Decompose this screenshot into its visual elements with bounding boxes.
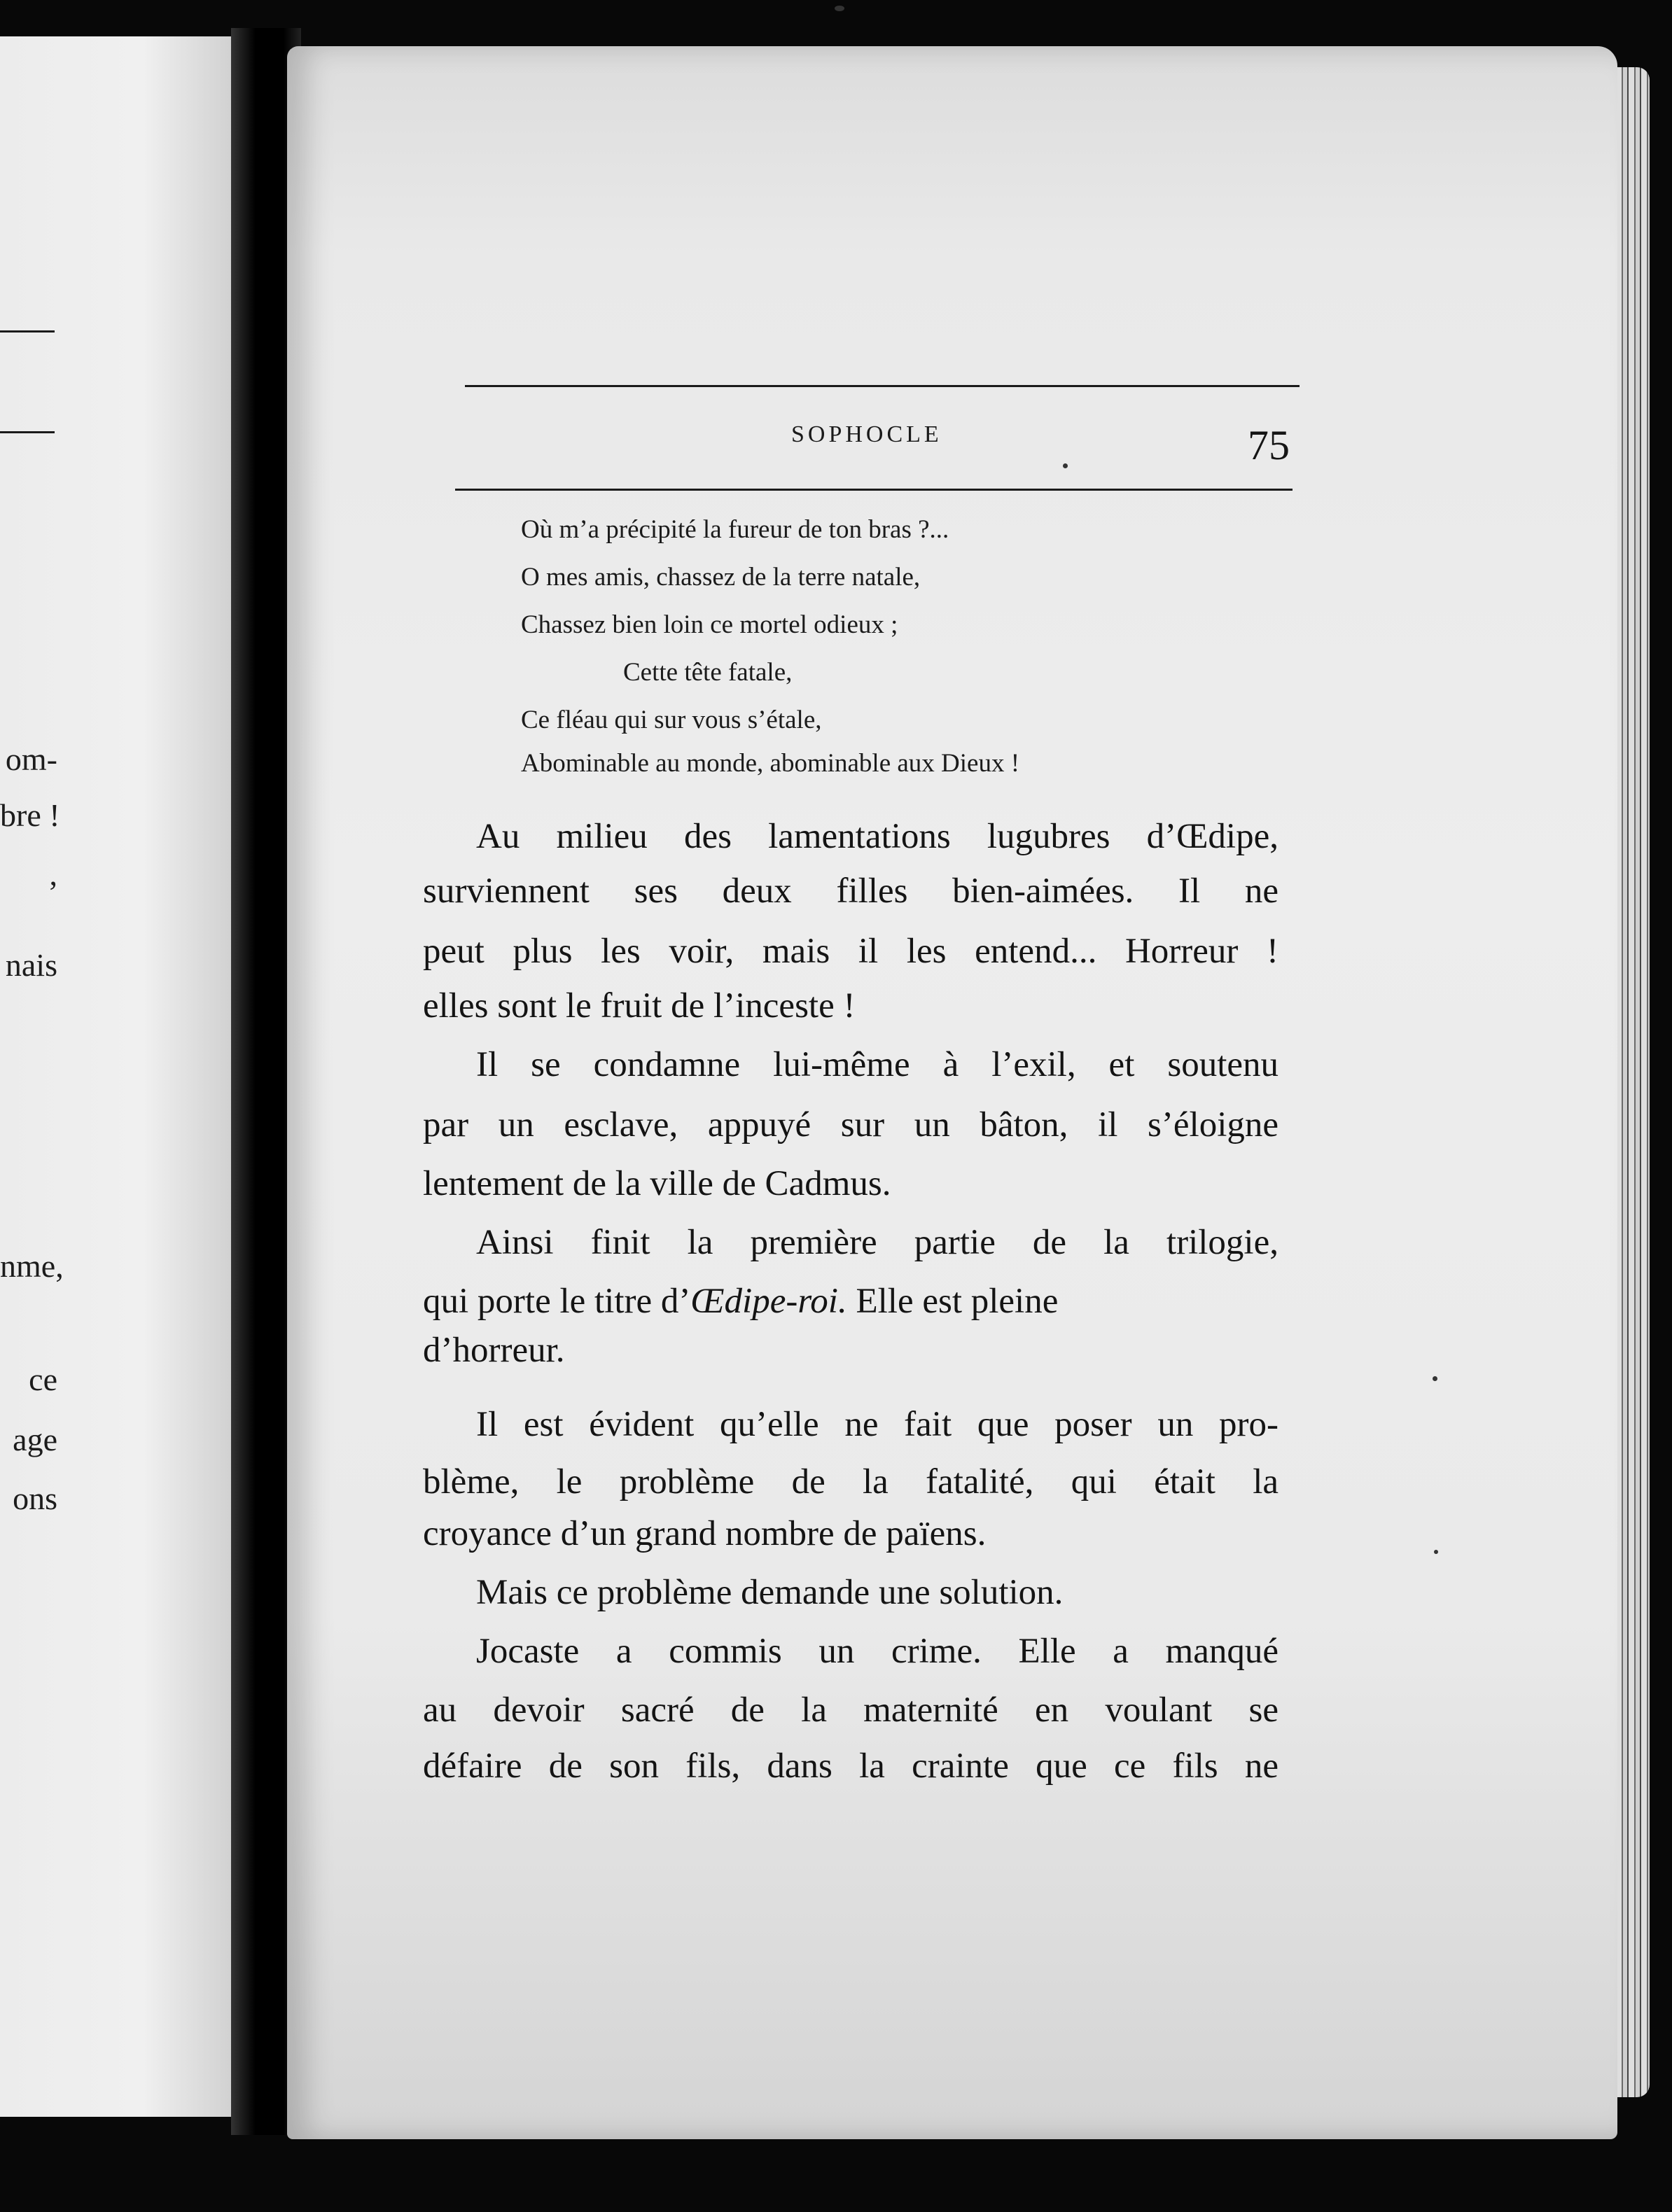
verse-line: Où m’a précipité la fureur de ton bras ?...: [521, 515, 949, 544]
body-line: surviennent ses deux filles bien-aimées. Il ne: [423, 872, 1279, 911]
body-text: Elle est pleine: [847, 1282, 1059, 1321]
body-line: défaire de son fils, dans la crainte que ce fils ne: [423, 1746, 1279, 1786]
body-line: Au milieu des lamentations lugubres d’Œdipe,: [476, 817, 1279, 856]
left-page: [0, 36, 260, 2117]
left-page-fragment: bre !: [0, 797, 60, 833]
running-title: SOPHOCLE: [791, 421, 942, 447]
left-page-fragment: ,: [49, 856, 57, 892]
left-page-fragment: nme,: [0, 1248, 64, 1284]
verse-line: Abominable au monde, abominable aux Dieux !: [521, 749, 1020, 778]
ink-speck: [1433, 1376, 1437, 1381]
verse-line: Cette tête fatale,: [623, 658, 793, 687]
body-line: croyance d’un grand nombre de païens.: [423, 1514, 987, 1553]
left-page-fragment: nais: [5, 947, 57, 983]
verse-line: Chassez bien loin ce mortel odieux ;: [521, 610, 898, 639]
header-rule-top: [465, 385, 1300, 387]
right-page: [287, 46, 1617, 2139]
left-page-fragment: age: [13, 1422, 57, 1457]
ink-speck: [835, 6, 844, 11]
verse-line: O mes amis, chassez de la terre natale,: [521, 563, 921, 592]
body-line: d’horreur.: [423, 1331, 565, 1370]
body-line: Il est évident qu’elle ne fait que poser un pro-: [476, 1405, 1279, 1444]
header-rule-bottom: [455, 489, 1293, 491]
body-line: lentement de la ville de Cadmus.: [423, 1164, 891, 1203]
ink-speck: [1434, 1550, 1438, 1554]
body-line: blème, le problème de la fatalité, qui était la: [423, 1462, 1279, 1502]
body-line: elles sont le fruit de l’inceste !: [423, 986, 856, 1026]
left-page-fragment: om-: [5, 741, 57, 777]
work-title: Œdipe-roi.: [690, 1282, 847, 1321]
left-page-rule: [0, 431, 55, 433]
body-line: [423, 1284, 1279, 1320]
body-line: Mais ce problème demande une solution.: [476, 1573, 1064, 1612]
page-number: 75: [1248, 422, 1290, 468]
verse-line: Ce fléau qui sur vous s’étale,: [521, 706, 822, 734]
left-page-fragment: ce: [29, 1362, 57, 1397]
body-line: par un esclave, appuyé sur un bâton, il s’éloigne: [423, 1105, 1279, 1144]
body-line: Ainsi finit la première partie de la trilogie,: [476, 1223, 1279, 1262]
body-line: au devoir sacré de la maternité en voulant se: [423, 1690, 1279, 1730]
body-line: Jocaste a commis un crime. Elle a manqué: [476, 1632, 1279, 1671]
body-line: Il se condamne lui-même à l’exil, et soutenu: [476, 1045, 1279, 1084]
left-page-rule: [0, 330, 55, 332]
body-text: qui porte le titre d’: [423, 1282, 691, 1321]
left-page-fragment: ons: [13, 1480, 57, 1516]
ink-speck: [1063, 463, 1068, 468]
body-line: peut plus les voir, mais il les entend... Horreur !: [423, 932, 1279, 971]
